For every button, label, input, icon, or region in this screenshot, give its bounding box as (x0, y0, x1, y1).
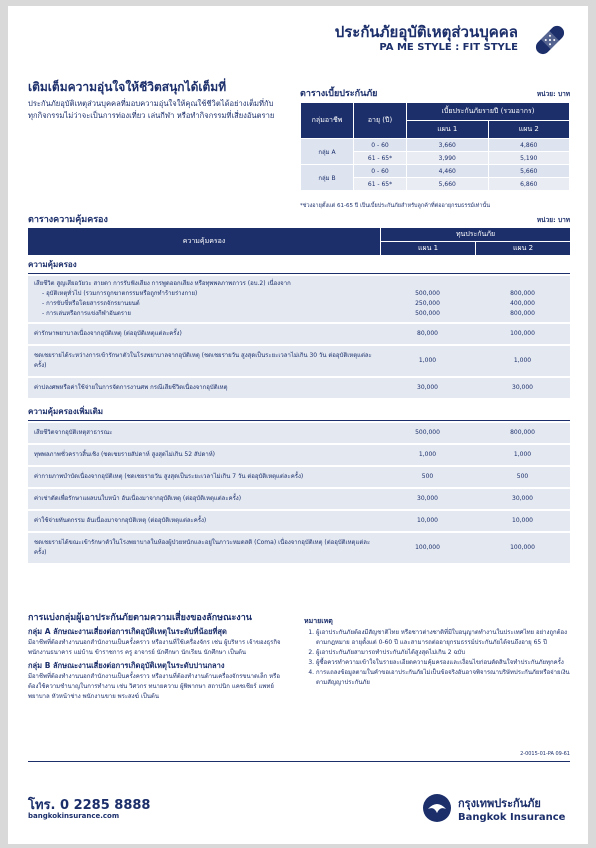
value-cell: 800,000 (510, 429, 535, 436)
coverage-desc: เสียชีวิตจากอุบัติเหตุสาธารณะ (34, 429, 113, 436)
value-cell: 1,000 (418, 357, 437, 364)
group-a-text: มีอาชีพที่ต้องทำงานนอกสำนักงานเป็นครั้งคราว หรืองานที่ใช้เครื่องจักร เช่น ผู้บริหาร เจ้าของธุรกิจ พนักงานธนาคาร แม่บ้าน ข้าราชการ ครู อาจารย์ นักศึกษา นักเรียน นักศึกษา เป็นต้น (28, 639, 281, 656)
phone-number: โทร. 0 2285 8888 (28, 798, 151, 813)
col-premium-header: เบี้ยประกันภัยรายปี (รวมอากร) (407, 103, 570, 121)
coverage-table-title: ตารางความคุ้มครอง (28, 215, 108, 225)
value-cell: 500 (421, 473, 434, 480)
table-row (28, 467, 570, 487)
age-cell: 0 - 60 (354, 165, 407, 178)
premium-cell: 4,860 (488, 139, 570, 152)
table-row (28, 346, 570, 376)
col-coverage-header: ความคุ้มครอง (182, 237, 226, 245)
company-logo (422, 788, 572, 828)
value-cell: 100,000 (510, 330, 535, 337)
coverage-desc: ชดเชยรายได้ระหว่างการเข้ารักษาตัวในโรงพยาบาลจากอุบัติเหตุ (ชดเชยรายวัน สูงสุดเป็นระยะเวลาไม่เกิน 30 วัน ต่ออุบัติเหตุแต่ละครั้ง) (34, 352, 372, 369)
table-row (28, 276, 570, 322)
premium-cell: 3,990 (407, 152, 489, 165)
col-plan-1: แผน 1 (380, 242, 475, 255)
col-age-header: อายุ (ปี) (354, 103, 407, 139)
coverage-group-title: ความคุ้มครองเพิ่มเติม (28, 402, 570, 421)
premium-table-title: ตารางเบี้ยประกันภัย (300, 89, 378, 99)
value-cell: 80,000 (417, 330, 438, 337)
premium-cell: 3,660 (407, 139, 489, 152)
coverage-table (28, 228, 570, 563)
table-row (28, 489, 570, 509)
coverage-desc: ค่าปลงศพหรือค่าใช้จ่ายในการจัดการงานศพ กรณีเสียชีวิตเนื่องจากอุบัติเหตุ (34, 384, 228, 391)
coverage-desc: ค่ากายภาพบำบัดเนื่องจากอุบัติเหตุ (ชดเชยรายวัน สูงสุดเป็นระยะเวลาไม่เกิน 7 วัน ต่ออุบัติเหตุแต่ละครั้ง) (34, 473, 304, 480)
age-cell: 61 - 65* (354, 152, 407, 165)
occupation-section (28, 610, 290, 702)
group-a-title: กลุ่ม A ลักษณะงานเสี่ยงต่อการเกิดอุบัติเหตุในระดับที่น้อยที่สุด (28, 627, 227, 636)
coverage-desc: ค่ารักษาพยาบาลเนื่องจากอุบัติเหตุ (ต่ออุบัติเหตุแต่ละครั้ง) (34, 330, 182, 337)
value-cell: 1,000 (418, 451, 437, 458)
value-cell: 100,000 (510, 544, 535, 551)
table-row (28, 511, 570, 531)
value-cell: 30,000 (512, 384, 533, 391)
value-cell: 500,000 (415, 429, 440, 436)
coverage-desc: ค่าใช้จ่ายทันตกรรม อันเนื่องมาจากอุบัติเหตุ (ต่ออุบัติเหตุแต่ละครั้ง) (34, 517, 207, 524)
coverage-sub: - อุบัติเหตุทั่วไป (รวมการถูกฆาตกรรมหรือถูกทำร้ายร่างกาย) (42, 290, 198, 297)
coverage-sub: - การขับขี่หรือโดยสารรถจักรยานยนต์ (42, 300, 140, 307)
table-row (28, 445, 570, 465)
col-plan-1: แผน 1 (407, 121, 489, 139)
coverage-desc: ค่าเช่าดัดเพื่อรักษาแผลบนใบหน้า อันเนื่องมาจากอุบัติเหตุ (ต่ออุบัติเหตุแต่ละครั้ง) (34, 495, 242, 502)
premium-note: *ช่วงอายุตั้งแต่ 61-65 ปี เป็นเบี้ยประกันภัยสำหรับลูกค้าที่ต่ออายุกรมธรรม์เท่านั้น (300, 203, 491, 209)
coverage-desc: ทุพพลภาพชั่วคราวสิ้นเชิง (ชดเชยรายสัปดาห์ สูงสุดไม่เกิน 52 สัปดาห์) (34, 451, 216, 458)
table-row (28, 533, 570, 563)
page-subtitle: PA ME STYLE : FIT STYLE (379, 42, 518, 53)
age-cell: 0 - 60 (354, 139, 407, 152)
premium-cell: 5,660 (407, 178, 489, 191)
premium-cell: 4,460 (407, 165, 489, 178)
col-plan-2: แผน 2 (488, 121, 570, 139)
footer-divider (28, 761, 570, 762)
group-a-cell: กลุ่ม A (301, 139, 354, 165)
table-row (301, 139, 570, 152)
page-title: ประกันภัยอุบัติเหตุส่วนบุคคล (334, 23, 518, 41)
note-item: 2. ผู้เอาประกันภัยสามารถทำประกันภัยได้สูงสุดไม่เกิน 2 ฉบับ (316, 648, 570, 658)
age-cell: 61 - 65* (354, 178, 407, 191)
coverage-desc: เสียชีวิต สูญเสียอวัยวะ สายตา การรับฟังเสียง การพูดออกเสียง หรือทุพพลภาพถาวร (อบ.2) เนื่องจาก (34, 280, 291, 287)
premium-table (300, 102, 570, 191)
value-cell: 250,000 (415, 300, 440, 307)
table-row (301, 165, 570, 178)
document-code: 2-0015-01-PA 09-61 (520, 751, 570, 757)
eagle-logo-icon (422, 793, 452, 823)
value-cell: 800,000 (510, 310, 535, 317)
group-b-text: มีอาชีพที่ต้องทำงานนอกสำนักงานเป็นครั้งคราว หรืองานที่ต้องทำงานด้านเครื่องจักรขนาดเล็ก หรือต้องใช้ความชำนาญในการทำงาน เช่น วิศวกร ทนายความ ผู้พิพากษา สถาปนิก แคชเชียร์ แพทย์ พยาบาล หัวหน้าช่าง พนักงานขาย พระสงฆ์ เป็นต้น (28, 673, 280, 700)
note-item: 3. ผู้ซื้อควรทำความเข้าใจในรายละเอียดความคุ้มครองและเงื่อนไขก่อนตัดสินใจทำประกันภัยทุกครั้ง (316, 658, 570, 668)
col-plan-2: แผน 2 (475, 242, 570, 255)
table-row (28, 423, 570, 443)
value-cell: 10,000 (417, 517, 438, 524)
logo-english-text: Bangkok Insurance (458, 811, 566, 823)
group-b-cell: กลุ่ม B (301, 165, 354, 191)
coverage-desc: ชดเชยรายได้ขณะเข้ารักษาตัวในโรงพยาบาลในห้องผู้ป่วยหนักและอยู่ในภาวะหมดสติ (Coma) เนื่องจากอุบัติเหตุ (ต่ออุบัติเหตุแต่ละครั้ง) (34, 539, 371, 556)
value-cell: 30,000 (512, 495, 533, 502)
notes-title: หมายเหตุ (304, 617, 333, 625)
coverage-sub: - การเล่นหรือการแข่งกีฬาอันตราย (42, 310, 131, 317)
col-sum-header: ทุนประกันภัย (380, 228, 570, 242)
note-item: 1. ผู้เอาประกันภัยต้องมีสัญชาติไทย หรือชาวต่างชาติที่มีใบอนุญาตทำงานในประเทศไทย อย่างถูกต้องตามกฎหมาย อายุตั้งแต่ 0-60 ปี และสามารถต่ออายุกรมธรรม์ประกันภัยได้จนถึงอายุ 65 ปี (316, 628, 570, 648)
note-item: 4. การแถลงข้อมูลตามในคำขอเอาประกันภัยไม่เป็นข้อจริงอันอาจพิจารณาบริษัทประกันภัยหรือจ่ายเงินตามสัญญาประกันภัย (316, 668, 570, 688)
value-cell: 500 (516, 473, 529, 480)
value-cell: 800,000 (510, 290, 535, 297)
value-cell: 400,000 (510, 300, 535, 307)
value-cell: 100,000 (415, 544, 440, 551)
intro-text: ประกันภัยอุบัติเหตุส่วนบุคคลที่มอบความอุ่นใจให้คุณใช้ชีวิตได้อย่างเต็มที่กับทุกกิจกรรมไม่ว่าจะเป็นการท่องเที่ยว เล่นกีฬา หรือทำกิจกรรมที่เสี่ยงอันตราย (28, 99, 275, 120)
premium-cell: 5,190 (488, 152, 570, 165)
coverage-unit: หน่วย: บาท (536, 216, 570, 224)
coverage-group-title: ความคุ้มครอง (28, 255, 570, 274)
value-cell: 1,000 (513, 357, 532, 364)
table-row (28, 324, 570, 344)
value-cell: 1,000 (513, 451, 532, 458)
col-group-header: กลุ่มอาชีพ (301, 103, 354, 139)
coverage-header (28, 228, 570, 255)
notes-section (304, 616, 570, 688)
table-row (28, 378, 570, 398)
premium-unit: หน่วย: บาท (536, 90, 570, 98)
bandage-icon (530, 20, 570, 60)
premium-cell: 6,860 (488, 178, 570, 191)
brochure-page (8, 6, 588, 844)
group-b-title: กลุ่ม B ลักษณะงานเสี่ยงต่อการเกิดอุบัติเหตุในระดับปานกลาง (28, 661, 225, 670)
intro-headline: เติมเต็มความอุ่นใจให้ชีวิตสนุกได้เต็มที่ (28, 80, 227, 94)
value-cell: 10,000 (512, 517, 533, 524)
website-link[interactable]: bangkokinsurance.com (28, 812, 120, 820)
value-cell: 30,000 (417, 384, 438, 391)
value-cell: 500,000 (415, 310, 440, 317)
value-cell: 500,000 (415, 290, 440, 297)
premium-cell: 5,660 (488, 165, 570, 178)
occupation-title: การแบ่งกลุ่มผู้เอาประกันภัยตามความเสี่ยงของลักษณะงาน (28, 613, 252, 623)
logo-thai-text: กรุงเทพประกันภัย (458, 796, 541, 810)
value-cell: 30,000 (417, 495, 438, 502)
